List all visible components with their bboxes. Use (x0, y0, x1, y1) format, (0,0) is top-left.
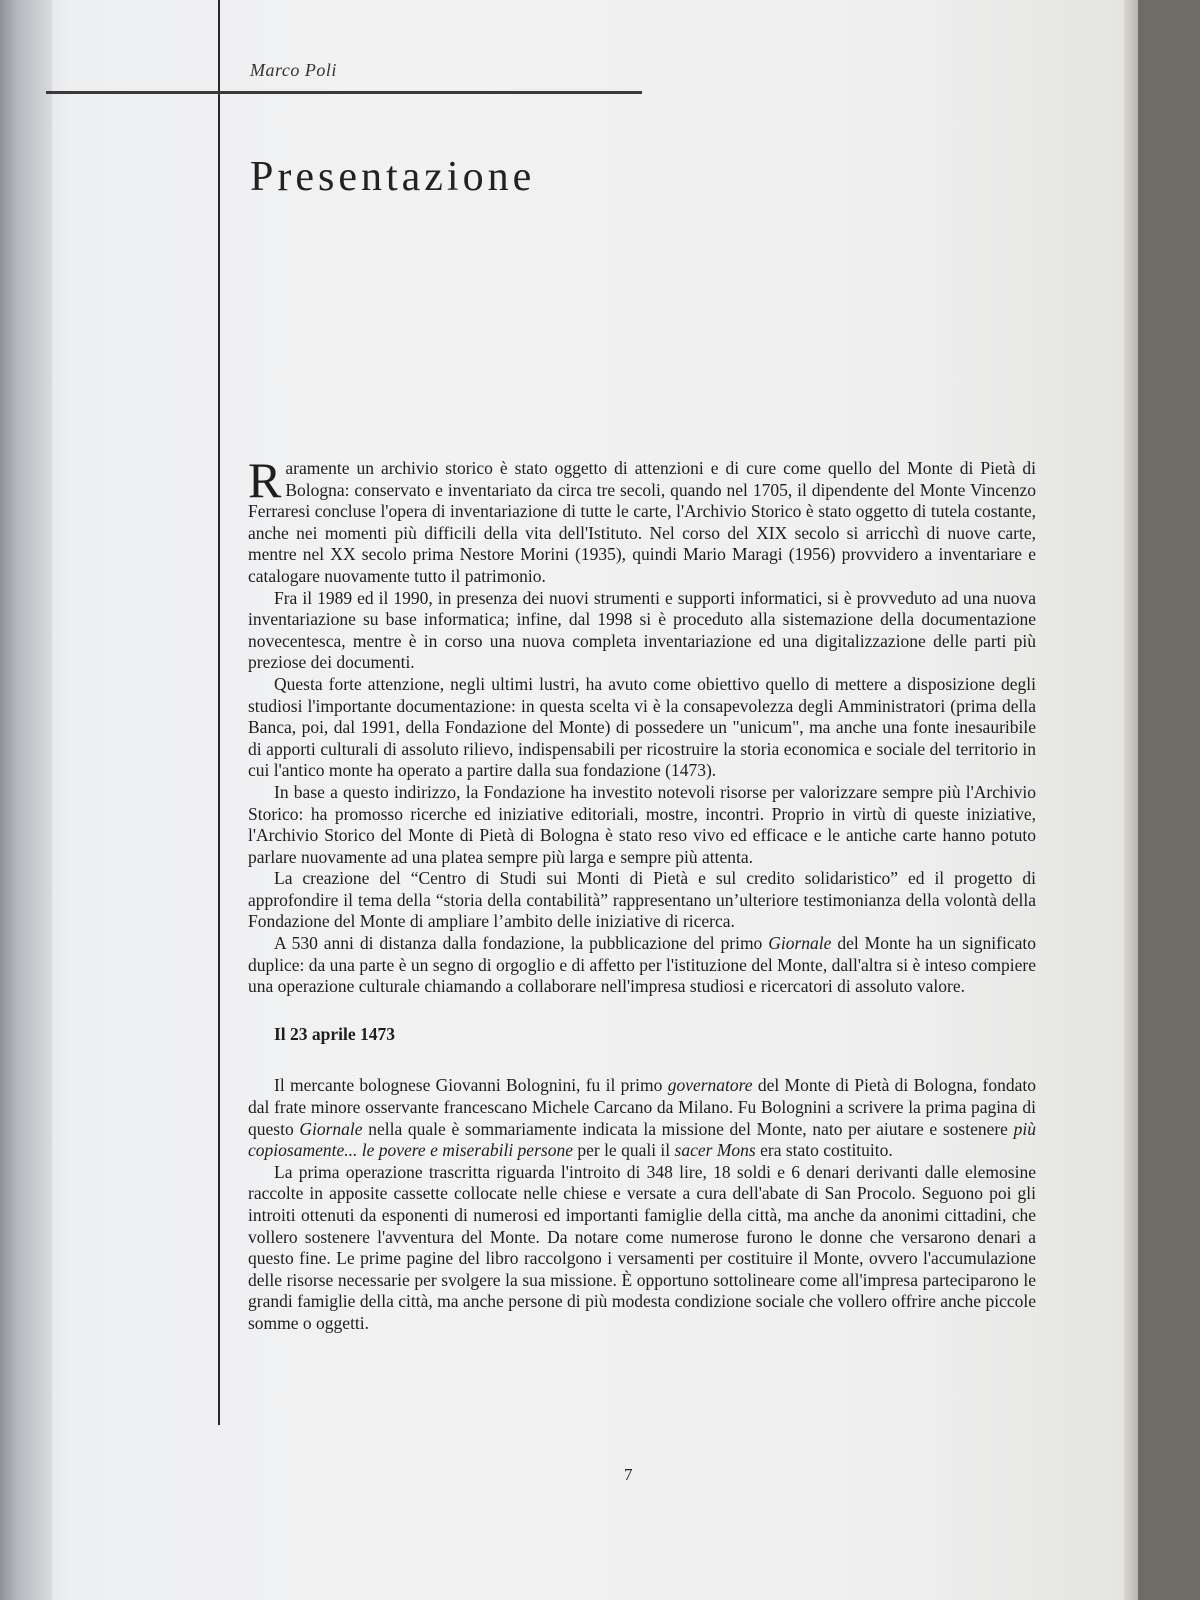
sp1-italic-3: più copiosamente... le povere e miserabili persone (248, 1118, 1036, 1161)
binding-shadow (0, 0, 52, 1600)
paragraph-1 (248, 452, 1036, 588)
sp1-text-1: Il mercante bolognese Giovanni Bolognini, fu il primo (274, 1075, 668, 1096)
drop-cap: R (248, 452, 282, 508)
paragraph-1-text: aramente un archivio storico è stato oggetto di attenzioni e di cure come quello del Monte di Pietà di Bologna: conservato e inventariato da circa tre secoli, quando nel 1705, il dipendente del Monte Vincenzo Ferraresi concluse l'opera di inventariazione di tutte le carte, l'Archivio Storico è stato oggetto di tutela costante, anche nei momenti più difficili della vita dell'Istituto. Nel corso del XIX secolo si arricchì di nuove carte, mentre nel XX secolo prima Nestore Morini (1935), quindi Mario Maragi (1956) provvidero a inventariare e catalogare nuovamente tutto il patrimonio. (248, 458, 1036, 586)
vertical-rule (218, 0, 220, 1425)
paragraph-6-text-a: A 530 anni di distanza dalla fondazione, la pubblicazione del primo (274, 933, 769, 954)
paragraph-5: La creazione del “Centro di Studi sui Monti di Pietà e sul credito solidaristico” ed il progetto di approfondire il tema della “storia della contabilità” rappresentano un’ulteriore testimonianza della volontà della Fondazione del Monte di ampliare l’ambito delle iniziative di ricerca. (248, 868, 1036, 932)
header-rule (46, 91, 642, 94)
author-name: Marco Poli (250, 60, 337, 80)
paragraph-6-italic: Giornale (768, 933, 832, 954)
paragraph-6-text-b: del Monte ha un significato duplice: da una parte è un segno di orgoglio e di affetto per l'istituzione del Monte, dall'altra si è inteso compiere una operazione culturale chiamando a collaborare nell'impresa studiosi e ricercatori di assoluto valore. (248, 933, 1036, 997)
page-title: Presentazione (250, 154, 536, 201)
page-number: 7 (624, 1465, 633, 1484)
body-text (248, 452, 1037, 1335)
paragraph-6 (248, 933, 1036, 998)
section-paragraph-2: La prima operazione trascritta riguarda l'introito di 348 lire, 18 soldi e 6 denari derivanti dalle elemosine raccolte in apposite cassette collocate nelle chiese e versate a cura dell'abate di San Procolo. Seguono poi gli introiti ottenuti da esponenti di numerosi ed importanti famiglie della città, ma anche da anonimi cittadini, che vollero sostenere l'avventura del Monte. Da notare come numerose furono le donne che versarono denari a questo fine. Le prime pagine del libro raccolgono i versamenti per costituire il Monte, ovvero l'accumulazione delle risorse necessarie per svolgere la sua missione. È opportuno sottolineare come all'impresa parteciparono le grandi famiglie della città, ma anche persone di più modesta condizione sociale che vollero offrire anche piccole somme o oggetti. (248, 1161, 1036, 1333)
sp1-italic-4: sacer Mons (674, 1140, 756, 1161)
sp1-text-4: per le quali il (572, 1140, 675, 1161)
sp1-italic-1: governatore (667, 1075, 753, 1096)
paragraph-4: In base a questo indirizzo, la Fondazione ha investito notevoli risorse per valorizzare sempre più l'Archivio Storico: ha promosso ricerche ed iniziative editoriali, mostre, incontri. Proprio in virtù di queste iniziative, l'Archivio Storico del Monte di Pietà di Bologna è stato reso vivo ed efficace e le antiche carte hanno potuto parlare nuovamente ad una platea sempre più larga e sempre più attenta. (248, 781, 1036, 867)
page-edge (1124, 0, 1138, 1600)
sp1-italic-2: Giornale (299, 1118, 363, 1139)
section-paragraph-1 (248, 1075, 1036, 1161)
sp1-text-5: era stato costituito. (755, 1140, 893, 1161)
section-heading: Il 23 aprile 1473 (274, 1023, 396, 1044)
paragraph-2: Fra il 1989 ed il 1990, in presenza dei nuovi strumenti e supporti informatici, si è provveduto ad una nuova inventariazione su base informatica; infine, dal 1998 si è proceduto alla sistemazione della documentazione novecentesca, mentre è in corso una nuova completa inventariazione ed una digitalizzazione delle parti più preziose dei documenti. (248, 587, 1036, 673)
paragraph-3: Questa forte attenzione, negli ultimi lustri, ha avuto come obiettivo quello di mettere a disposizione degli studiosi l'importante documentazione: in questa scelta vi è la consapevolezza degli Amministratori (prima della Banca, poi, dal 1991, della Fondazione del Monte) di possedere un "unicum", ma anche una fonte inesauribile di apporti culturali di assoluto rilievo, indispensabili per ricostruire la storia economica e sociale del territorio in cui l'antico monte ha operato a partire dalla sua fondazione (1473). (248, 673, 1036, 781)
sp1-text-2: del Monte di Pietà di Bologna, fondato dal frate minore osservante francescano Michele Carcano da Milano. Fu Bolognini a scrivere la prima pagina di questo (248, 1075, 1037, 1139)
sp1-text-3: nella quale è sommariamente indicata la missione del Monte, nato per aiutare e sostenere (362, 1118, 1014, 1139)
